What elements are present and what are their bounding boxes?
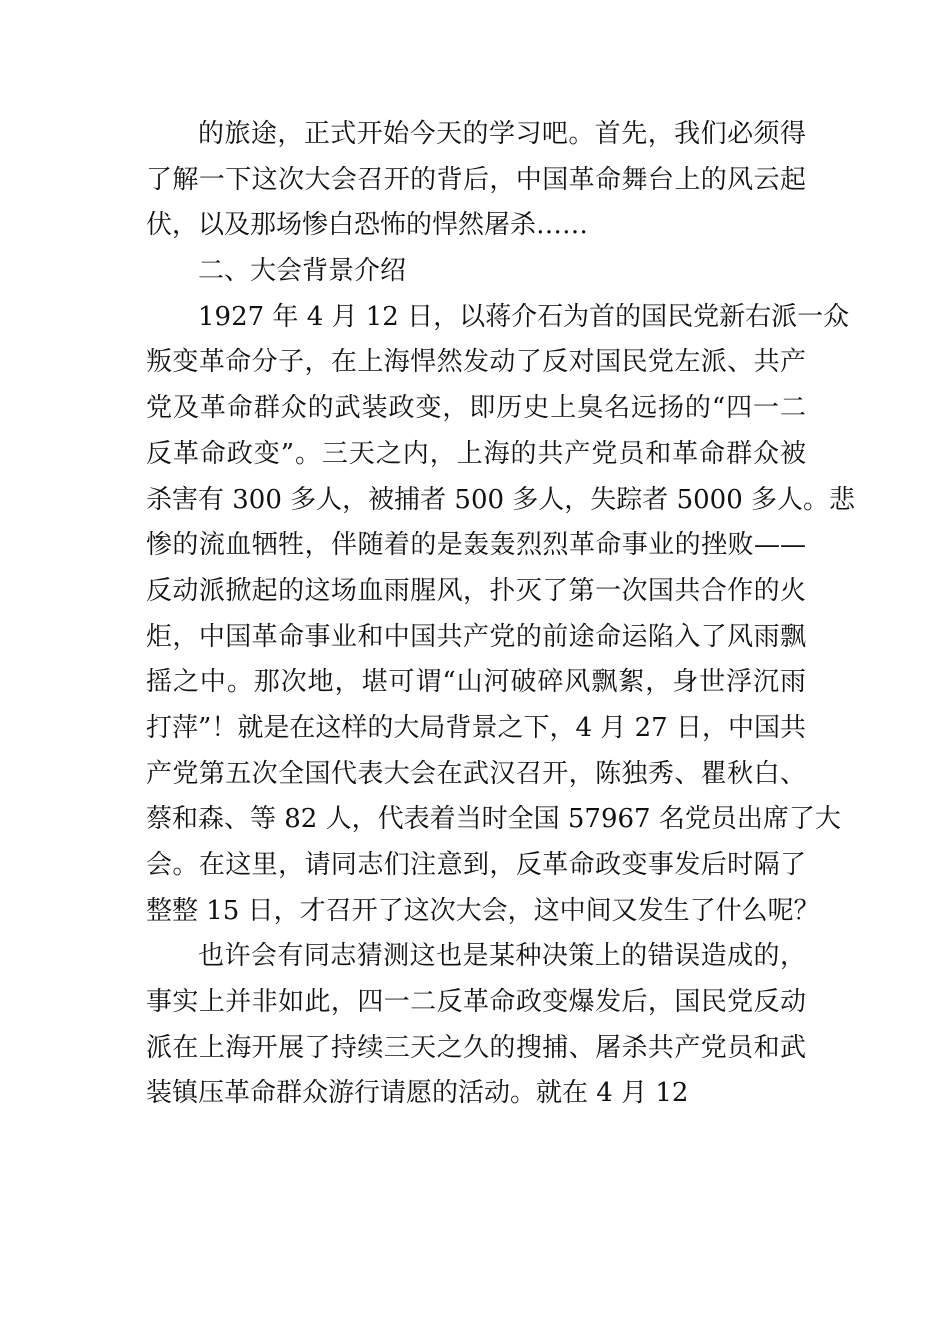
paragraph-background — [146, 295, 856, 935]
paragraph-intro-continuation — [146, 112, 806, 249]
text-line: 也许会有同志猜测这也是某种决策上的错误造成的， — [198, 941, 806, 972]
text-line: 派在上海开展了持续三天之久的搜捕、屠杀共产党员和武 — [146, 1032, 806, 1063]
text-line: 党及革命群众的武装政变，即历史上臭名远扬的“四一二 — [146, 393, 806, 424]
text-line: 反动派掀起的这场血雨腥风，扑灭了第一次国共合作的火 — [146, 575, 806, 606]
text-line: 装镇压革命群众游行请愿的活动。就在 4 月 12 — [146, 1078, 689, 1109]
text-line: 炬，中国革命事业和中国共产党的前途命运陷入了风雨飘 — [146, 621, 806, 652]
text-line: 惨的流血牺牲，伴随着的是轰轰烈烈革命事业的挫败—— — [146, 530, 806, 561]
text-line: 摇之中。那次地，堪可谓“山河破碎风飘絮，身世浮沉雨 — [146, 667, 806, 698]
text-line: 产党第五次全国代表大会在武汉召开，陈独秀、瞿秋白、 — [146, 758, 806, 789]
paragraph-speculation — [146, 934, 806, 1117]
text-line: 会。在这里，请同志们注意到，反革命政变事发后时隔了 — [146, 850, 806, 880]
text-line: 的旅途，正式开始今天的学习吧。首先，我们必须得 — [198, 119, 806, 149]
text-line: 了解一下这次大会召开的背后，中国革命舞台上的风云起 — [146, 164, 806, 195]
section-heading — [146, 249, 806, 295]
text-line: 杀害有 300 多人，被捕者 500 多人，失踪者 5000 多人。悲 — [146, 484, 856, 515]
text-line: 反革命政变”。三天之内，上海的共产党员和革命群众被 — [146, 438, 806, 469]
section-heading-text: 二、大会背景介绍 — [198, 256, 407, 287]
text-line: 叛变革命分子，在上海悍然发动了反对国民党左派、共产 — [146, 347, 806, 378]
document-body — [146, 112, 856, 1117]
text-line: 蔡和森、等 82 人，代表着当时全国 57967 名党员出席了大 — [146, 804, 841, 835]
text-line: 整整 15 日，才召开了这次大会，这中间又发生了什么呢？ — [146, 895, 820, 926]
text-line: 打萍”！就是在这样的大局背景之下，4 月 27 日，中国共 — [146, 712, 806, 743]
text-line: 事实上并非如此，四一二反革命政变爆发后，国民党反动 — [146, 987, 806, 1018]
text-line: 伏，以及那场惨白恐怖的悍然屠杀…… — [146, 210, 589, 241]
text-line: 1927 年 4 月 12 日，以蒋介石为首的国民党新右派一众 — [198, 301, 850, 332]
